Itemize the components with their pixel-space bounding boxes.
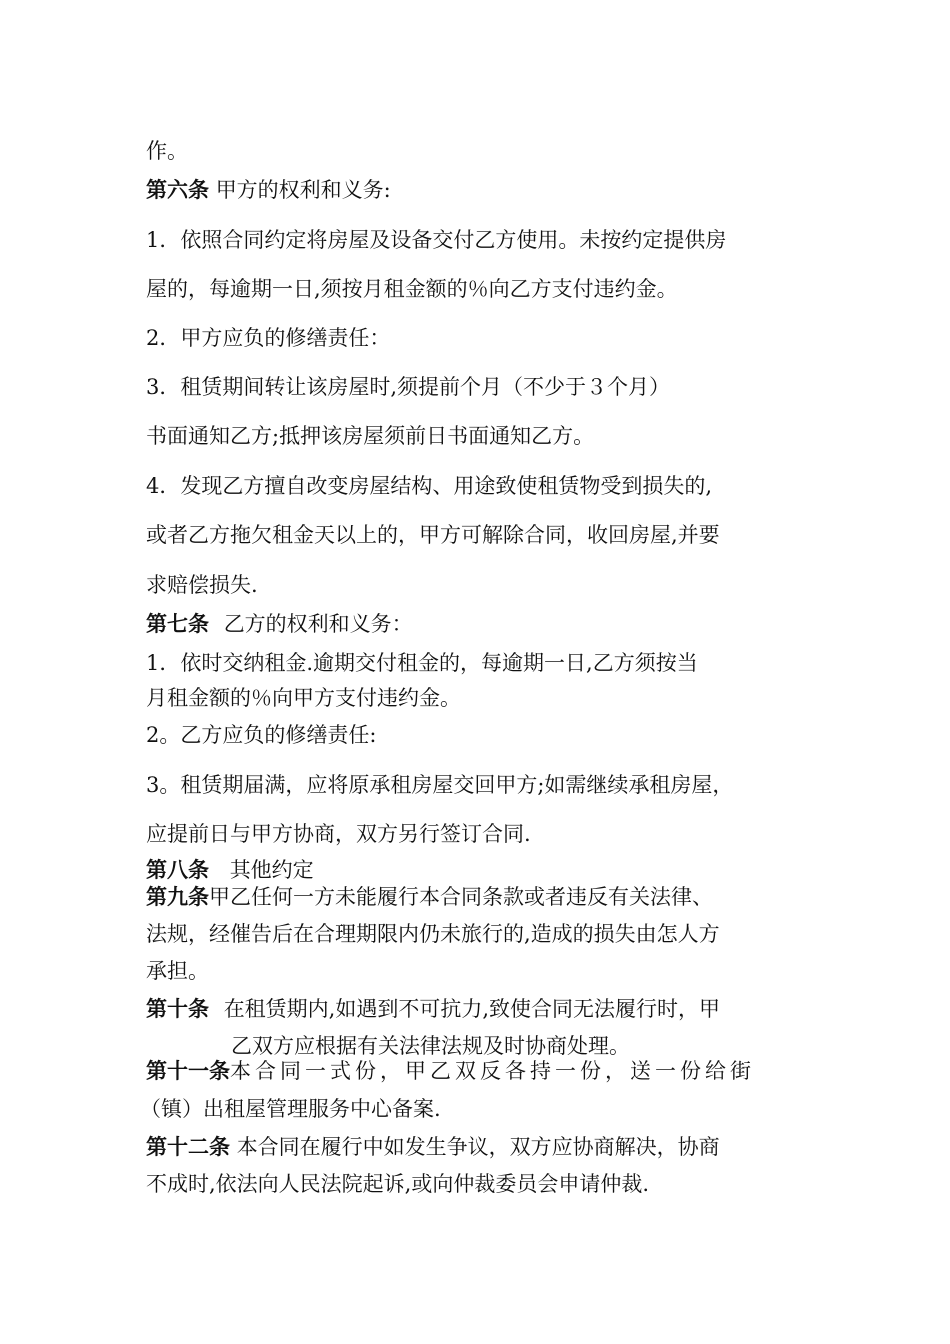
text-line: 2．甲方应负的修缮责任：	[146, 326, 391, 350]
article-7	[146, 611, 413, 637]
text-line: 应提前日与甲方协商，双方另行签订合同.	[146, 822, 531, 846]
article-12-heading: 第十二条	[146, 1134, 230, 1159]
text-line: 作。	[146, 139, 188, 163]
article-12-text: 本合同在履行中如发生争议，双方应协商解决，协商	[236, 1135, 720, 1159]
article-10-text: 在租赁期内,如遇到不可抗力,致使合同无法履行时，甲	[223, 997, 721, 1021]
text-line: 法规，经催告后在合理期限内仍未旅行的,造成的损失由怎人方	[146, 922, 720, 946]
text-line: 不成时,依法向人民法院起诉,或向仲裁委员会申请仲裁.	[146, 1172, 650, 1196]
article-9-heading: 第九条	[146, 884, 209, 909]
text-line: 1．依时交纳租金.逾期交付租金的，每逾期一日,乙方须按当	[146, 651, 698, 675]
text-line: 书面通知乙方;抵押该房屋须前日书面通知乙方。	[146, 424, 595, 448]
text-line: 乙双方应根据有关法律法规及时协商处理。	[231, 1034, 630, 1058]
text-line: 月租金额的％向甲方支付违约金。	[146, 686, 461, 710]
article-6-title: 甲方的权利和义务:	[215, 178, 391, 202]
text-line: 2。乙方应负的修缮责任:	[146, 723, 377, 747]
text-line: 求赔偿损失.	[146, 573, 258, 597]
article-12	[146, 1134, 720, 1160]
text-line: 3．租赁期间转让该房屋时,须提前个月（不少于３个月）	[146, 375, 671, 399]
article-6	[146, 177, 391, 203]
article-6-heading: 第六条	[146, 177, 209, 202]
article-8	[146, 857, 314, 883]
article-11-text: 本合同一式份，甲乙双反各持一份，送一份给街	[230, 1059, 755, 1083]
text-line: 屋的，每逾期一日,须按月租金额的％向乙方支付违约金。	[146, 277, 678, 301]
text-line: 或者乙方拖欠租金天以上的，甲方可解除合同，收回房屋,并要	[146, 523, 720, 547]
article-7-heading: 第七条	[146, 611, 209, 636]
article-11	[146, 1058, 755, 1084]
article-9	[146, 884, 713, 910]
text-line: 4．发现乙方擅自改变房屋结构、用途致使租赁物受到损失的,	[146, 474, 713, 498]
article-10	[146, 996, 720, 1022]
text-line: 3。租赁期届满，应将原承租房屋交回甲方;如需继续承租房屋，	[146, 773, 734, 797]
text-line: 承担。	[146, 959, 209, 983]
article-9-text: 甲乙任何一方未能履行本合同条款或者违反有关法律、	[209, 885, 713, 909]
text-line: （镇）出租屋管理服务中心备案.	[140, 1097, 441, 1121]
article-11-heading: 第十一条	[146, 1058, 230, 1083]
article-8-heading: 第八条	[146, 857, 209, 882]
article-8-title: 其他约定	[229, 858, 314, 882]
article-7-title: 乙方的权利和义务：	[223, 612, 413, 636]
text-line: 1．依照合同约定将房屋及设备交付乙方使用。未按约定提供房	[146, 228, 727, 252]
article-10-heading: 第十条	[146, 996, 209, 1021]
